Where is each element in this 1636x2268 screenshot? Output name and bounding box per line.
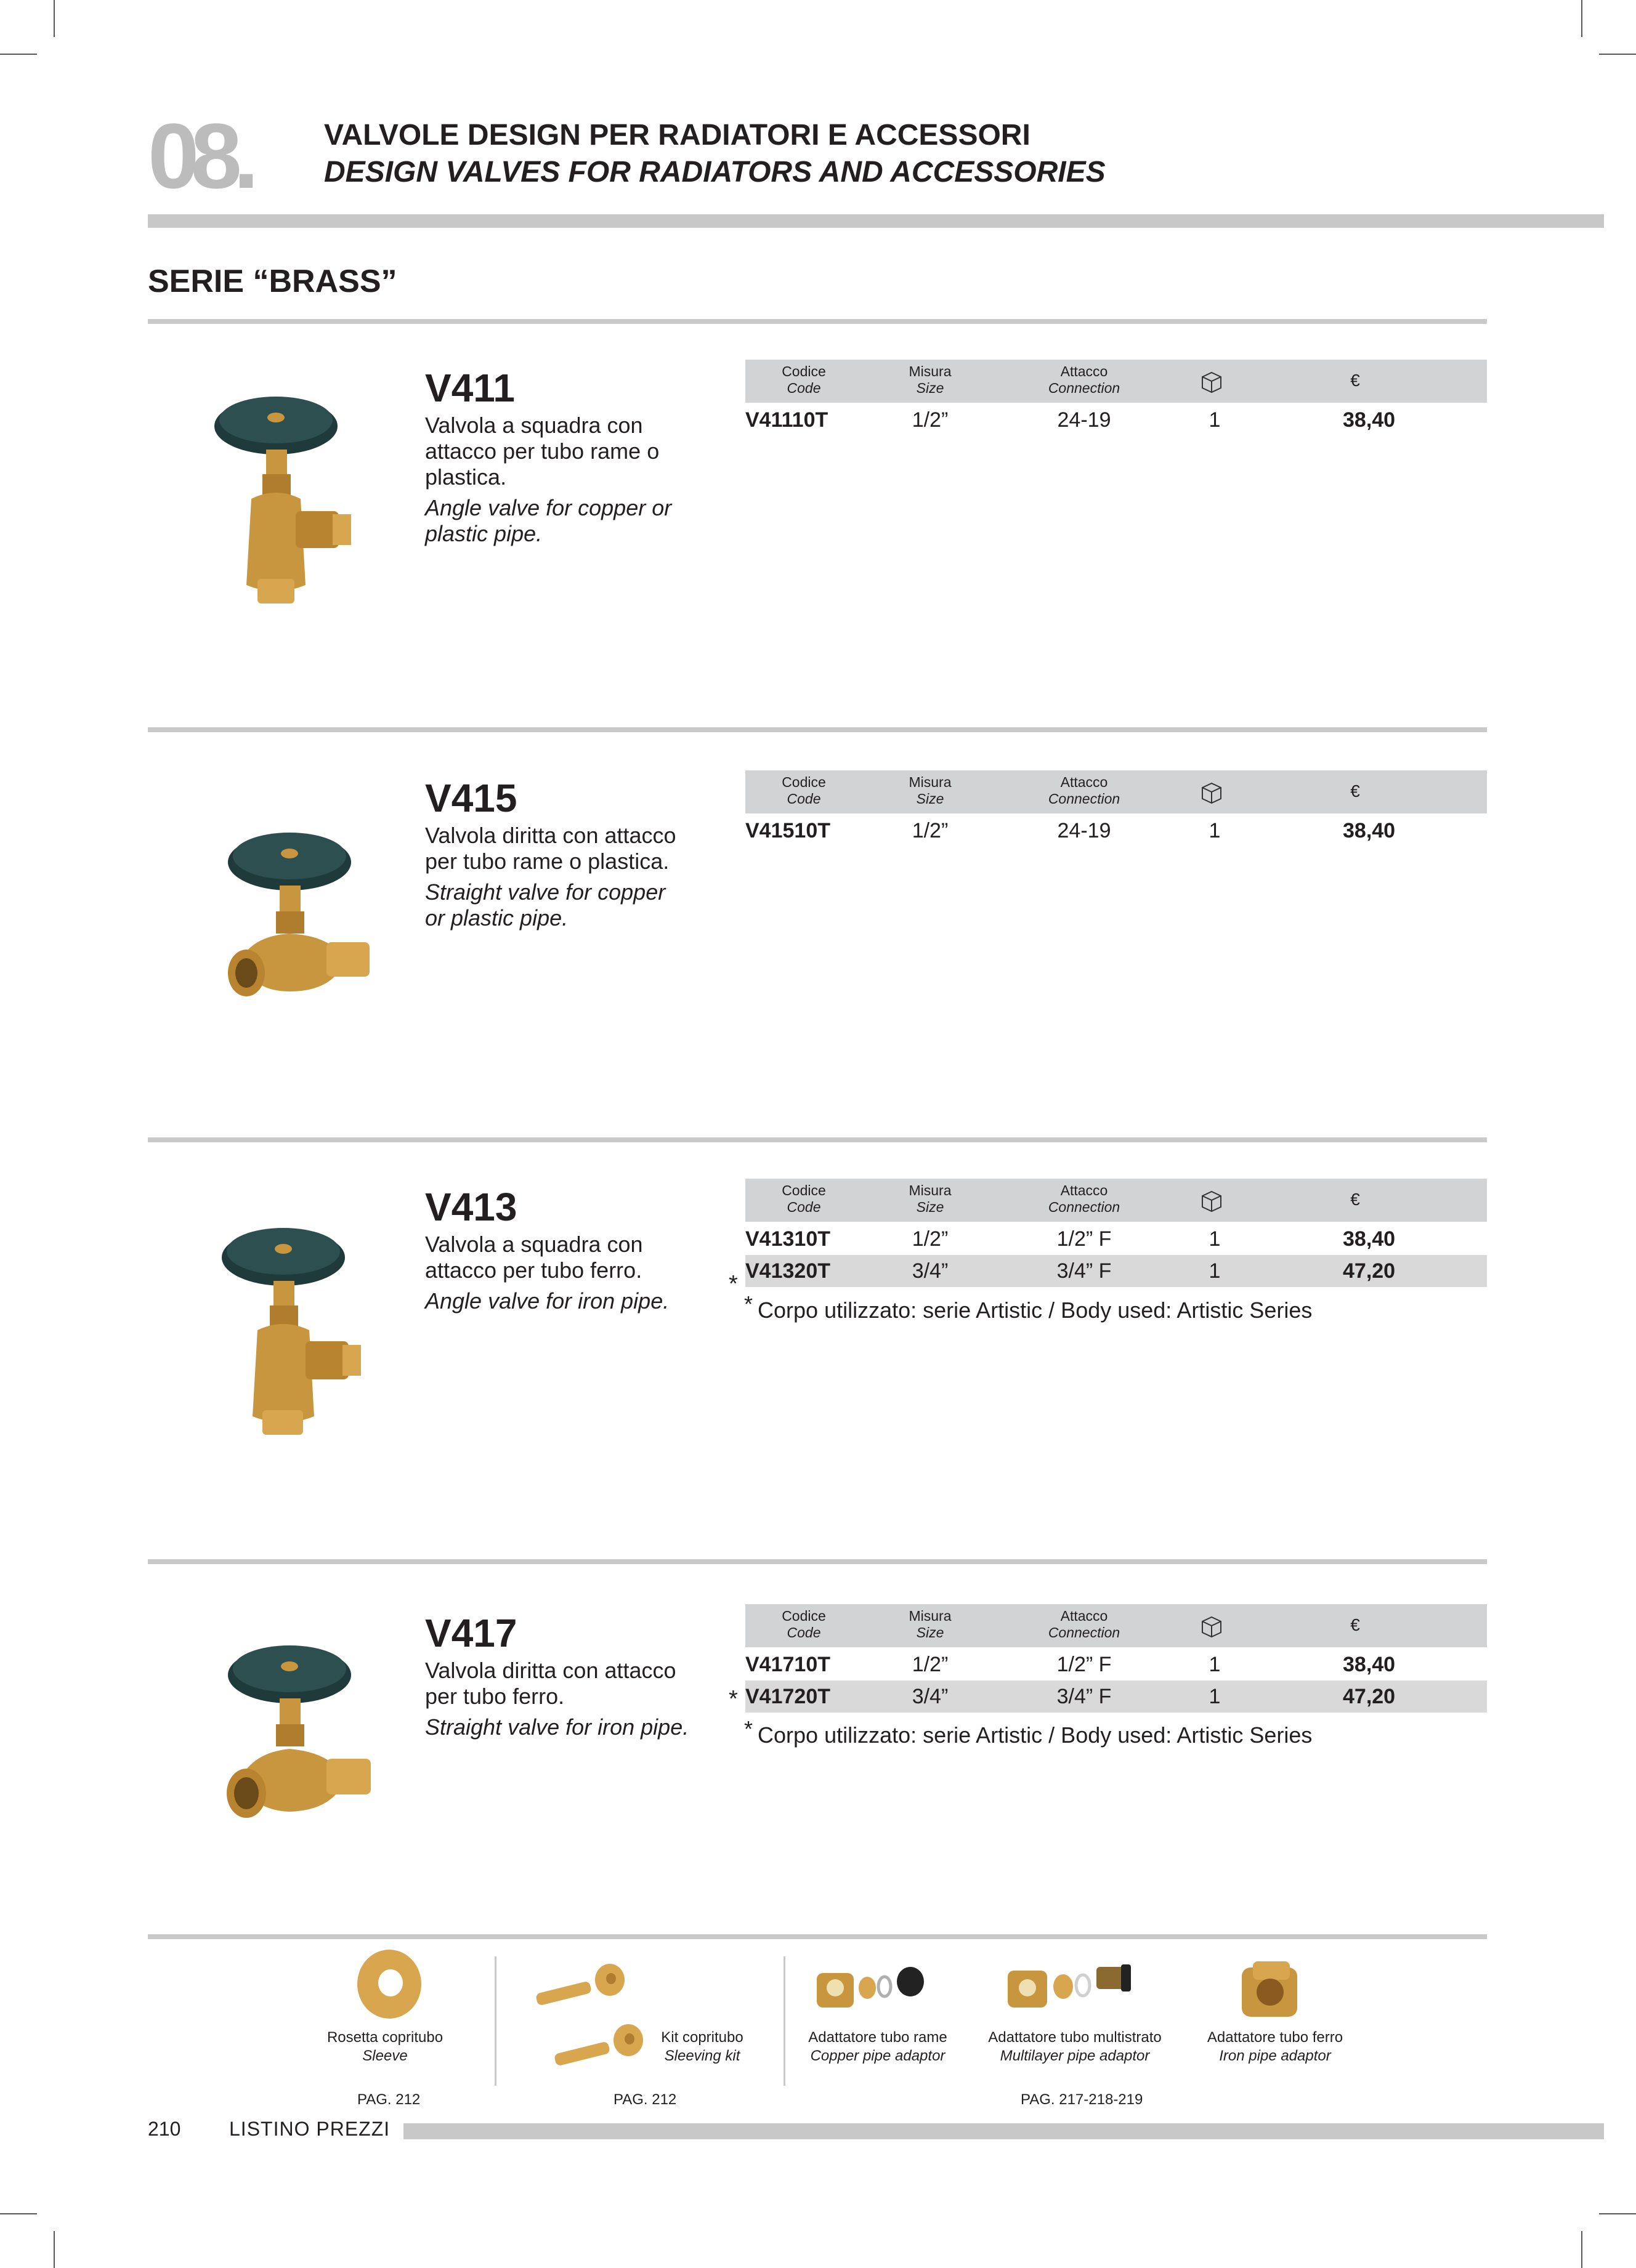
table-header <box>745 360 1487 403</box>
product-model: V413 <box>425 1185 517 1229</box>
section-divider <box>148 1934 1487 1939</box>
col-size: Misura Size <box>909 774 952 807</box>
crop-mark <box>1599 54 1636 55</box>
section-divider <box>148 319 1487 324</box>
crop-mark <box>0 2213 37 2214</box>
accessory-label: Adattatore tubo multistrato Multilayer pipe adaptor <box>988 2029 1162 2064</box>
row-marker: * <box>729 1686 738 1712</box>
accessory-label: Rosetta copritubo Sleeve <box>326 2029 443 2064</box>
col-code: Codice Code <box>782 1608 826 1640</box>
section-divider <box>148 727 1487 732</box>
footnote: * Corpo utilizzato: serie Artistic / Body used: Artistic Series <box>744 1716 1313 1748</box>
box-icon <box>1199 369 1224 394</box>
table-row: V41320T 3/4” 3/4” F 1 47,20 <box>745 1255 1487 1287</box>
col-code: Codice Code <box>782 1182 826 1215</box>
crop-mark <box>54 2231 55 2268</box>
section-number: 08. <box>148 104 251 208</box>
product-description-it: Valvola diritta con attacco per tubo ferro. <box>425 1658 676 1709</box>
product-model: V415 <box>425 776 517 820</box>
col-connection: Attacco Connection <box>1048 1608 1120 1640</box>
row-marker: * <box>729 1271 738 1297</box>
angle-valve-image <box>209 1213 394 1459</box>
product-description-en: Straight valve for iron pipe. <box>425 1714 689 1740</box>
col-price: € <box>1350 1190 1360 1209</box>
col-price: € <box>1350 371 1360 390</box>
multilayer-adaptor-image <box>1004 1952 1140 2020</box>
page-reference: PAG. 212 <box>614 2091 677 2108</box>
col-size: Misura Size <box>909 1608 952 1640</box>
box-icon <box>1199 1614 1224 1639</box>
table-header <box>745 1179 1487 1222</box>
product-description-it: Valvola diritta con attacco per tubo rame o plastica. <box>425 823 676 874</box>
table-row: V41310T 1/2” 1/2” F 1 38,40 <box>745 1227 1396 1251</box>
crop-mark <box>1581 0 1582 37</box>
angle-valve-image <box>203 382 388 628</box>
page-reference: PAG. 217-218-219 <box>1021 2091 1143 2108</box>
footer-label: LISTINO PREZZI <box>229 2118 391 2140</box>
section-title-it: VALVOLE DESIGN PER RADIATORI E ACCESSORI <box>324 119 1031 151</box>
straight-valve-image <box>216 1632 400 1866</box>
col-price: € <box>1350 781 1360 801</box>
copper-adaptor-image <box>813 1957 930 2019</box>
accessory-label: Adattatore tubo rame Copper pipe adaptor <box>808 2029 947 2064</box>
series-title: SERIE “BRASS” <box>148 264 397 299</box>
header-bar <box>148 214 1604 228</box>
table-row: V41720T 3/4” 3/4” F 1 47,20 <box>745 1681 1487 1713</box>
crop-mark <box>54 0 55 37</box>
box-icon <box>1199 1188 1224 1213</box>
footnote: * Corpo utilizzato: serie Artistic / Body used: Artistic Series <box>744 1291 1313 1323</box>
section-divider <box>148 1559 1487 1564</box>
sleeve-image <box>352 1947 426 2021</box>
table-row: V41510T 1/2” 24-19 1 38,40 <box>745 819 1396 842</box>
iron-adaptor-image <box>1236 1955 1310 2023</box>
crop-mark <box>1599 2213 1636 2214</box>
sleeving-kit-image <box>530 1955 653 2084</box>
col-code: Codice Code <box>782 363 826 396</box>
section-divider <box>148 1137 1487 1142</box>
crop-mark <box>1581 2231 1582 2268</box>
col-connection: Attacco Connection <box>1048 1182 1120 1215</box>
product-description-en: Angle valve for iron pipe. <box>425 1288 670 1314</box>
col-size: Misura Size <box>909 1182 952 1215</box>
col-connection: Attacco Connection <box>1048 363 1120 396</box>
col-code: Codice Code <box>782 774 826 807</box>
table-header <box>745 770 1487 813</box>
product-description-it: Valvola a squadra con attacco per tubo rame o plastica. <box>425 413 660 490</box>
col-connection: Attacco Connection <box>1048 774 1120 807</box>
section-title-en: DESIGN VALVES FOR RADIATORS AND ACCESSORIES <box>324 156 1106 188</box>
accessory-label: Adattatore tubo ferro Iron pipe adaptor <box>1207 2029 1343 2064</box>
table-row: V41710T 1/2” 1/2” F 1 38,40 <box>745 1653 1396 1676</box>
box-icon <box>1199 780 1224 805</box>
product-description-en: Angle valve for copper or plastic pipe. <box>425 495 672 546</box>
col-size: Misura Size <box>909 363 952 396</box>
page-reference: PAG. 212 <box>357 2091 421 2108</box>
table-header <box>745 1604 1487 1647</box>
product-model: V411 <box>425 366 515 410</box>
product-description-en: Straight valve for copper or plastic pipe. <box>425 879 666 930</box>
table-row: V41110T 1/2” 24-19 1 38,40 <box>745 408 1396 432</box>
divider <box>784 1956 785 2086</box>
product-model: V417 <box>425 1611 517 1655</box>
straight-valve-image <box>216 819 400 1041</box>
footer-bar <box>403 2123 1604 2139</box>
accessory-label: Kit copritubo Sleeving kit <box>661 2029 743 2064</box>
col-price: € <box>1350 1615 1360 1634</box>
product-description-it: Valvola a squadra con attacco per tubo ferro. <box>425 1232 643 1283</box>
crop-mark <box>0 54 37 55</box>
divider <box>495 1956 496 2086</box>
page-number: 210 <box>148 2118 181 2140</box>
